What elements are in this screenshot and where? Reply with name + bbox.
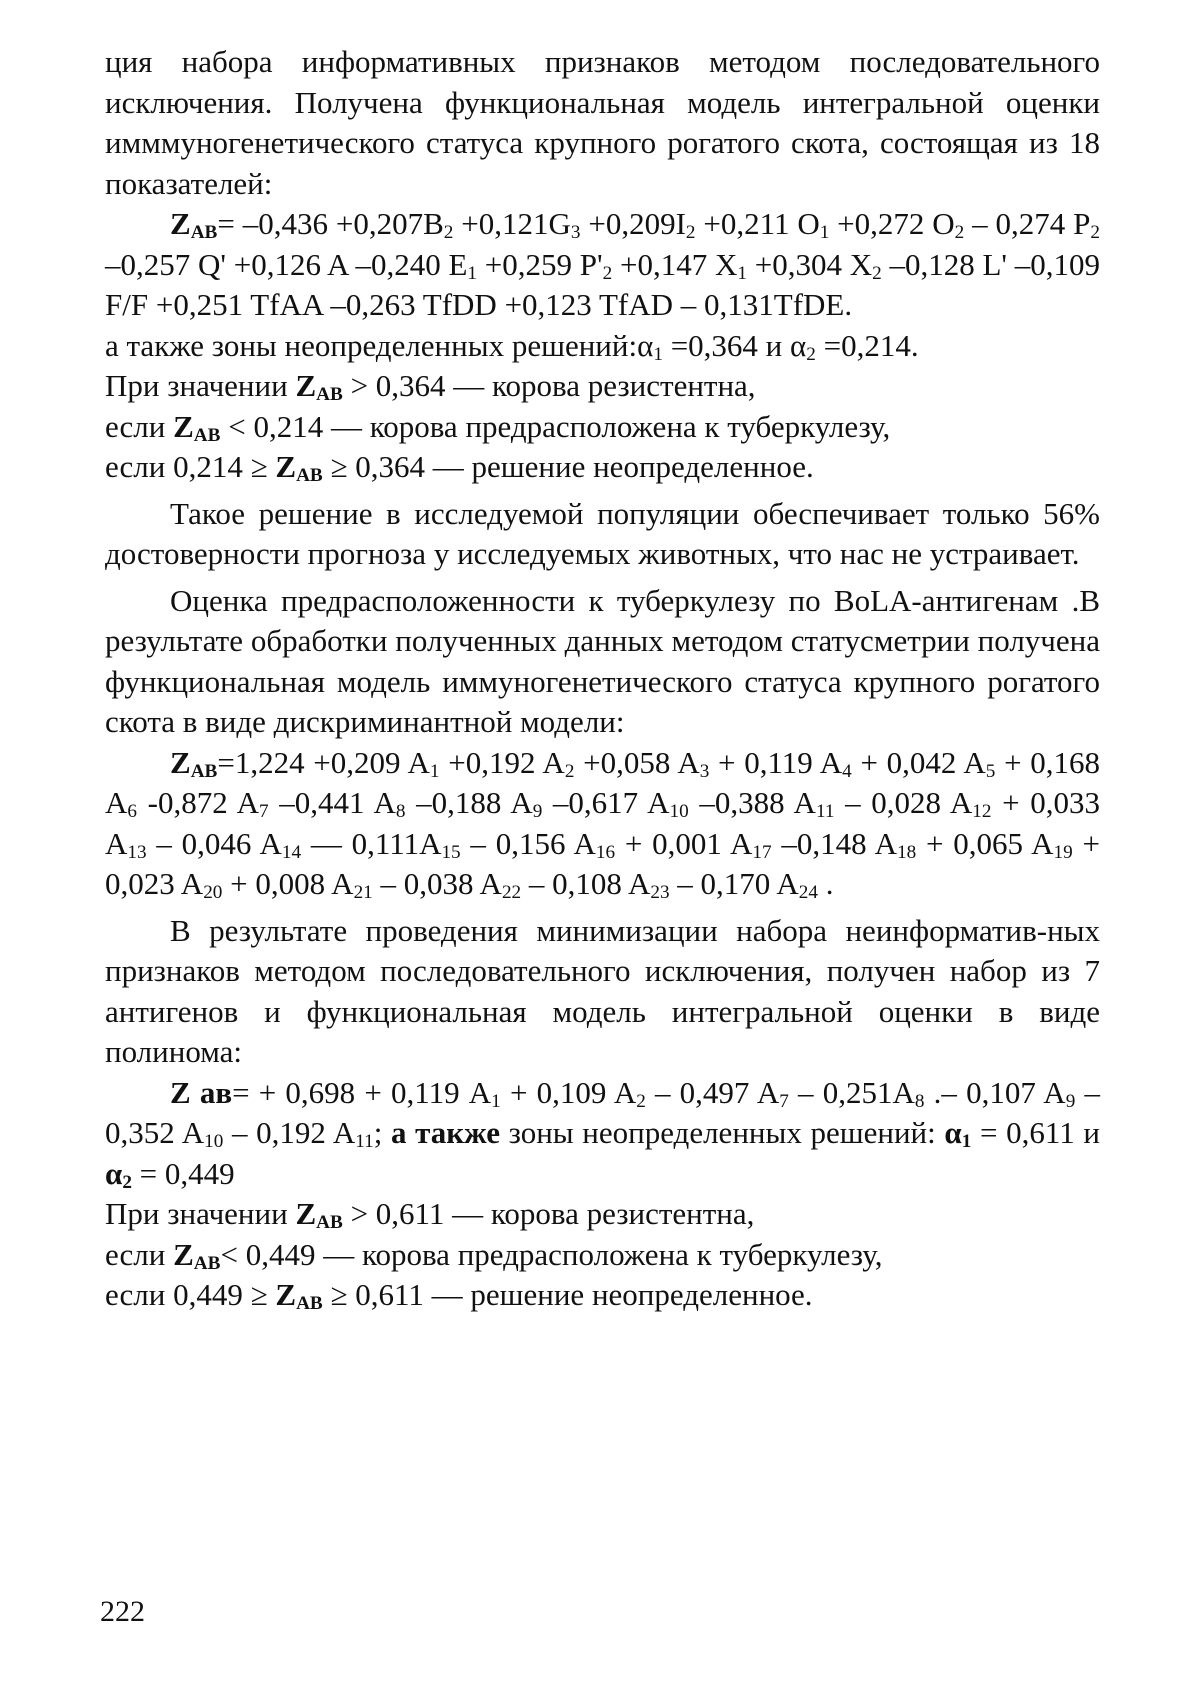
paragraph-reliability: Такое решение в исследуемой популяции обеспечивает только 56% достоверности прогноза у исследуемых животных, что нас не устраивает. [105,495,1100,571]
zones-1-line-1: а также зоны неопределенных $решений:\alpha_1 =0,364$ и $\alpha_2 =0,214$. [105,327,919,365]
equation-model-3: Z ав= + 0,698 + 0,119 $A_1 + 0,109$ $A_2 - 0,497$ $A_7 - 0,251A_8$ .– 0,107 $A_9 - 0,352$ $A_{10} - 0,192$ $A_{11}$; а также зоны неопределенных решений: $\alpha_1 = 0,611$ и $\alpha_2 = 0,449$ [105,1074,1100,1193]
zones-1-line-2: При значении $Z_{AB} > 0,364$ — корова резистентна, [105,368,756,406]
zones-2-line-3: если $0,449 \ge Z_{AB} \ge 0,611$ — решение неопределенное. [105,1277,813,1315]
decision-zones-2 [105,1194,1100,1316]
page-number: 222 [100,1595,145,1628]
zones-2-line-2: если $Z_{AB}< 0,449$ — корова предрасположена к туберкулезу, [105,1236,883,1274]
zones-1-line-3: если $Z_{AB} < 0,214$ — корова предрасположена к туберкулезу, [105,408,891,446]
paragraph-intro: ция набора информативных признаков методом последовательного исключения. Получена функциональная модель интегральной оценки имммуногенетического статуса крупного рогатого скота, состоящая из 18 показателей: [105,44,1100,201]
paragraph-minimization: В результате проведения минимизации набора неинформатив-ных признаков методом последовательного исключения, получен набор из 7 антигенов и функциональная модель интегральной оценки в виде полинома: [105,912,1100,1069]
zones-2-line-1: При значении $Z_{AB} > 0,611$ — корова резистентна, [105,1196,755,1234]
decision-zones-1 [105,326,1100,488]
paragraph-bola-assessment: Оценка предрасположенности к туберкулезу по BoLA-антигенам .В результате обработки полученных данных методом статусметрии получена функциональная модель иммуногенетического статуса крупного рогатого скота в виде дискриминантной модели: [105,582,1100,739]
equation-model-2: $Z_{AB}=1,224 +0,209$ $A_1 +0,192$ $A_2 +0,058$ $A_3 + 0,119$ $A_4 + 0,042$ $A_5 + 0,168$ $A_6$ -0,872 $A_7$ –0,441 $A_8$ –0,188 $A_9$ –0,617 $A_{10}$ –0,388 $A_{11} - 0,028$ $A_{12} + 0,033$ $A_{13} - 0,046$ $A_{14} -- 0,111A_{15} - 0,156$ $A_{16} + 0,001$ $A_{17}$ –0,148 $A_{18} + 0,065$ $A_{19} + 0,023$ $A_{20} + 0,008$ $A_{21} - 0,038$ $A_{22} - 0,108$ $A_{23} - 0,170$ $A_{24}$ . [105,744,1101,904]
equation-model-1: $Z_{AB}= -0,436 +0,207B_2 +0,121G_3 +0,209I_2 +0,211$ $O_1 +0,272$ $O_2 - 0,274$ $P_2$ –0,257 Q' +0,126 A –0,240 $E_1 +0,259$ $P'_2 +0,147$ $X_1 +0,304$ $X_2$ –0,128 L' –0,109 F/F +0,251 TfAA –0,263 TfDD +0,123 TfAD – 0,131TfDE. [105,206,1100,322]
zones-1-line-4: если $0,214 \ge Z_{AB} \ge 0,364$ — решение неопределенное. [105,449,814,487]
